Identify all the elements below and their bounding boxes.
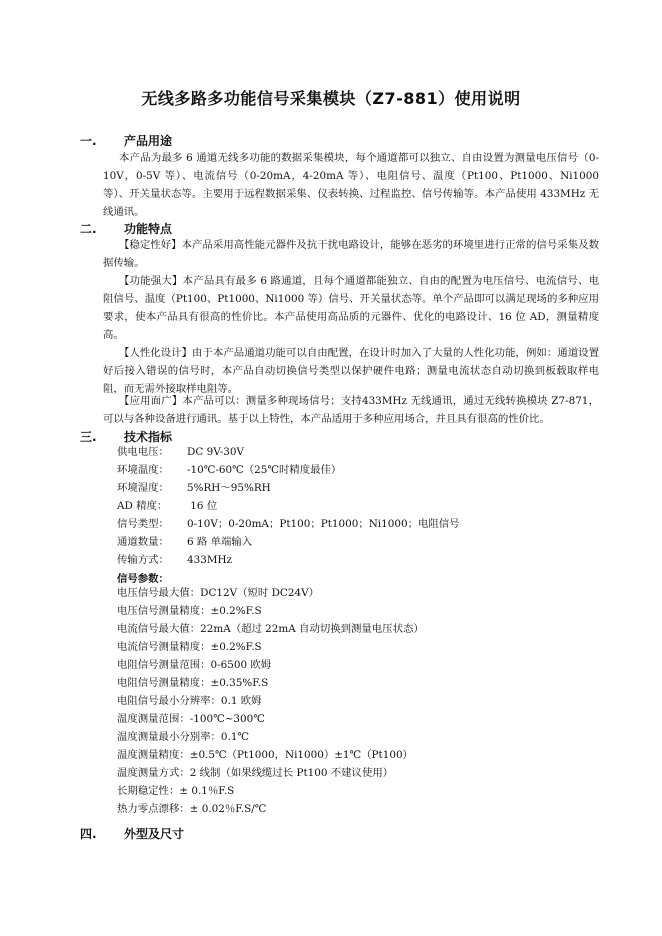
feature-wide-application [103,392,599,428]
spec-row [117,461,341,479]
signal-param: 电压信号测量精度：±0.2%F.S [117,605,262,617]
signal-param: 热力零点漂移：± 0.02％F.S/℃ [117,803,267,815]
spec-value: 6 路 单端输入 [187,536,253,548]
spec-key: 信号类型： [117,518,169,530]
signal-param: 电流信号最大值：22mA（超过 22mA 自动切换到测量电压状态） [117,623,424,635]
signal-param: 电压信号最大值：DC12V（短时 DC24V） [117,587,320,599]
section-title: 外型及尺寸 [124,827,185,841]
paragraph-text: 【应用面广】本产品可以：测量多种现场信号；支持433MHz 无线通讯，通过无线转换模块 Z7-871，可以与各种设备进行通讯。基于以上特性，本产品适用于多种应用场合，并且具有很高的性价比。 [103,395,599,425]
spec-row [117,515,460,533]
section-number: 一. [80,134,97,148]
signal-param: 电阻信号测量精度：±0.35%F.S [117,677,269,689]
spec-value: DC 9V-30V [187,446,244,458]
spec-row [117,551,232,569]
spec-key: AD 精度： [117,500,168,512]
section-number: 二. [80,222,97,236]
spec-key: 通道数量： [117,536,169,548]
spec-key: 传输方式： [117,554,169,566]
section-1-paragraph [103,149,599,221]
signal-param: 温度测量范围：-100℃~300℃ [117,713,265,725]
spec-value: 0-10V；0-20mA；Pt100；Pt1000；Ni1000；电阻信号 [187,518,460,530]
signal-param: 电流信号测量精度：±0.2%F.S [117,641,262,653]
section-number: 三. [80,430,97,444]
spec-row [117,497,217,515]
paragraph-text: 【稳定性好】本产品采用高性能元器件及抗干扰电路设计，能够在恶劣的环境里进行正常的信号采集及数据传输。 [103,239,599,269]
paragraph-text: 本产品为最多 6 通道无线多功能的数据采集模块，每个通道都可以独立、自由设置为测量电压信号（0-10V，0-5V 等）、电流信号（0-20mA，4-20mA 等）、电阻信号、温度（Pt100、Pt1000、Ni1000 等）、开关量状态等。主要用于远程数据采集、仪表转换、过程监控、信号传输等。本产品使用 433MHz 无线通讯。 [103,152,599,218]
section-title: 产品用途 [124,134,173,148]
paragraph-text: 【功能强大】本产品具有最多 6 路通道，且每个通道都能独立、自由的配置为电压信号、电流信号、电阻信号、温度（Pt100、Pt1000、Ni1000 等）信号、开关量状态等。单个产品即可以满足现场的多种应用要求，使本产品具有很高的性价比。本产品使用高品质的元器件、优化的电路设计、16 位 AD，测量精度高。 [103,275,599,341]
section-title: 功能特点 [124,222,173,236]
spec-key: 环境温度： [117,464,169,476]
spec-key: 环境湿度： [117,482,169,494]
signal-param: 温度测量精度：±0.5℃（Pt1000，Ni1000）±1℃（Pt100） [117,749,413,761]
spec-value: 433MHz [187,554,233,566]
spec-key: 供电电压： [117,446,169,458]
signal-parameters-heading: 信号参数： [117,573,169,585]
feature-stability [103,236,599,272]
section-heading-1 [80,132,172,149]
spec-value: -10℃-60℃（25℃时精度最佳） [187,464,342,476]
section-heading-4 [80,825,184,842]
feature-humanized [103,344,599,398]
spec-value: 5%RH～95%RH [187,482,271,494]
signal-param: 温度测量方式：2 线制（如果线缆过长 Pt100 不建议使用） [117,767,394,779]
signal-param: 电阻信号测量范围：0-6500 欧姆 [117,659,272,671]
spec-row [117,533,252,551]
document-title: 无线多路多功能信号采集模块（Z7-881）使用说明 [141,89,521,108]
feature-powerful [103,272,599,344]
section-title: 技术指标 [124,430,173,444]
spec-row [117,479,271,497]
section-number: 四. [80,827,97,841]
spec-row [117,443,244,461]
signal-param: 温度测量最小分别率：0.1℃ [117,731,250,743]
paragraph-text: 【人性化设计】由于本产品通道功能可以自由配置，在设计时加入了大量的人性化功能，例如：通道设置好后接入错误的信号时，本产品自动切换信号类型以保护硬件电路；测量电流状态自动切换到板载取样电阻，而无需外接取样电阻等。 [103,347,599,395]
section-heading-2 [80,220,172,237]
spec-value: 16 位 [187,500,218,512]
signal-param: 电阻信号最小分辨率：0.1 欧姆 [117,695,262,707]
signal-param: 长期稳定性：± 0.1％F.S [117,785,235,797]
